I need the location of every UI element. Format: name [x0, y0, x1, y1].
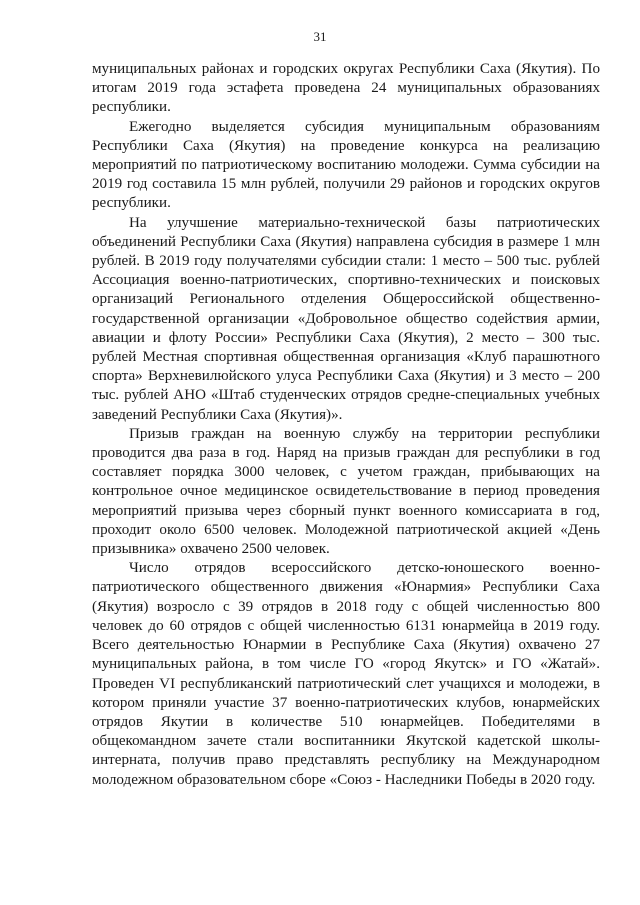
paragraph-material-base-subsidy: На улучшение материально-технической базы патриотических объединений Республики Саха (Якутия) направлена субсидия в размере 1 млн рублей. В 2019 году получателями субсидии стали: 1 место – 500 тыс. рублей Ассоциация военно-патриотических, спортивно-технических и поисковых организаций Регионального отделения Общероссийской общественно-государственной организации «Добровольное общество содействия армии, авиации и флоту России» Республики Саха (Якутия), 2 место – 300 тыс. рублей Местная спортивная общественная организация «Клуб парашютного спорта» Верхневилюйского улуса Республики Саха (Якутия) и 3 место – 200 тыс. рублей АНО «Штаб студенческих отрядов средне-специальных учебных заведений Республики Саха (Якутия)». — [92, 214, 600, 423]
paragraph-yunarmiya-movement: Число отрядов всероссийского детско-юношеского военно-патриотического общественного движения «Юнармия» Республики Саха (Якутия) возросло с 39 отрядов в 2018 году с общей численностью 800 человек до 60 отрядов с общей численностью 6131 юнармейца в 2019 году. Всего деятельностью Юнармии в Республике Саха (Якутия) охвачено 27 муниципальных района, в том числе ГО «город Якутск» и ГО «Жатай». Проведен VI республиканский патриотический слет учащихся и молодежи, в котором приняли участие 37 военно-патриотических клубов, юнармейских отрядов Якутии в количестве 510 юнармейцев. Победителями в общекомандном зачете стали воспитанники Якутской кадетской школы-интерната, получив право представлять республику на Международном молодежном образовательном сборе «Союз - Наследники Победы в 2020 году. — [92, 560, 600, 788]
page-number: 31 — [313, 29, 327, 44]
paragraph-relay-continuation: муниципальных районах и городских округах Республики Саха (Якутия). По итогам 2019 года эстафета проведена 24 муниципальных образованиях республики. — [92, 61, 600, 116]
paragraph-municipal-subsidy: Ежегодно выделяется субсидия муниципальным образованиям Республики Саха (Якутия) на проведение конкурса на реализацию мероприятий по патриотическому воспитанию молодежи. Сумма субсидии на 2019 год составила 15 млн рублей, получили 29 районов и городских округов республики. — [92, 118, 600, 212]
paragraph-military-conscription: Призыв граждан на военную службу на территории республики проводится два раза в год. Наряд на призыв граждан для республики в год составляет порядка 3000 человек, с учетом граждан, прибывающих на контрольное очное медицинское освидетельствование в период проведения мероприятий призыва через сборный пункт военного комиссариата в год, проходит около 6500 человек. Молодежной патриотической акцией «День призывника» охвачено 2500 человек. — [92, 425, 600, 558]
page-body — [92, 60, 600, 790]
